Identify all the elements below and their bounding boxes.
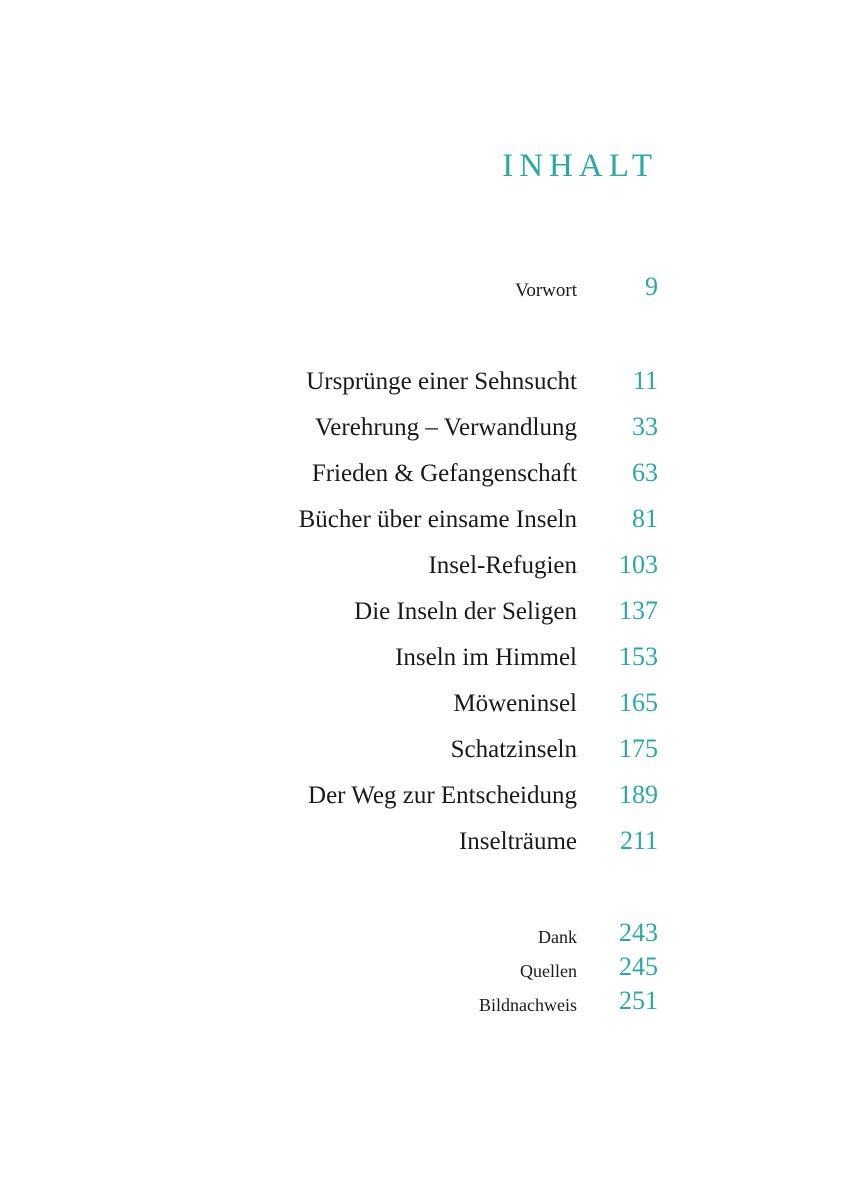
toc-entry-page-number: 189	[619, 780, 658, 809]
toc-entry-page-number: 63	[632, 458, 658, 487]
toc-entry-chapter[interactable]	[0, 822, 846, 862]
toc-entry-label: Möweninsel	[453, 690, 577, 717]
toc-entry-label: Inseln im Himmel	[395, 644, 577, 671]
toc-entry-label: Frieden & Gefangenschaft	[311, 460, 577, 487]
toc-entry-chapter[interactable]	[0, 500, 846, 540]
toc-entry-page-number: 11	[632, 366, 658, 395]
toc-entry-label: Bücher über einsame Inseln	[298, 506, 577, 533]
toc-entry-label: Inselträume	[458, 828, 577, 855]
toc-entry-chapter[interactable]	[0, 684, 846, 724]
toc-entry-page-number: 103	[619, 550, 658, 579]
toc-entry-chapter[interactable]	[0, 592, 846, 632]
toc-entry-label: Der Weg zur Entscheidung	[308, 782, 577, 809]
toc-entry-page-number: 165	[619, 688, 658, 717]
toc-entry-label: Bildnachweis	[479, 995, 577, 1015]
toc-entry-chapter[interactable]	[0, 776, 846, 816]
toc-entry-chapter[interactable]	[0, 546, 846, 586]
toc-entry-label: Dank	[538, 927, 577, 947]
toc-entry-chapter[interactable]	[0, 638, 846, 678]
toc-entry-page-number: 9	[645, 272, 658, 301]
toc-entry-page-number: 211	[619, 826, 658, 855]
toc-entry-page-number: 251	[619, 986, 658, 1015]
toc-entry-chapter[interactable]	[0, 730, 846, 770]
toc-entry-page-number: 245	[619, 952, 658, 981]
toc-entry-page-number: 33	[632, 412, 658, 441]
toc-entry-chapter[interactable]	[0, 408, 846, 448]
toc-entry-bildnachweis[interactable]	[0, 982, 846, 1022]
toc-entry-page-number: 137	[619, 596, 658, 625]
toc-entry-label: Verehrung – Verwandlung	[315, 414, 577, 441]
toc-entry-vorwort[interactable]	[0, 268, 846, 308]
toc-entry-page-number: 175	[619, 734, 658, 763]
toc-entry-label: Quellen	[520, 961, 577, 981]
toc-entry-label: Die Inseln der Seligen	[354, 598, 577, 625]
toc-entry-page-number: 81	[632, 504, 658, 533]
toc-entry-label: Ursprünge einer Sehnsucht	[306, 368, 577, 395]
page-title: INHALT	[502, 148, 658, 184]
toc-entry-chapter[interactable]	[0, 454, 846, 494]
toc-entry-label: Insel-Refugien	[428, 552, 577, 579]
toc-entry-page-number: 243	[619, 918, 658, 947]
toc-entry-chapter[interactable]	[0, 362, 846, 402]
toc-entry-label: Schatzinseln	[450, 736, 577, 763]
toc-entry-page-number: 153	[619, 642, 658, 671]
toc-entry-label: Vorwort	[515, 280, 577, 301]
